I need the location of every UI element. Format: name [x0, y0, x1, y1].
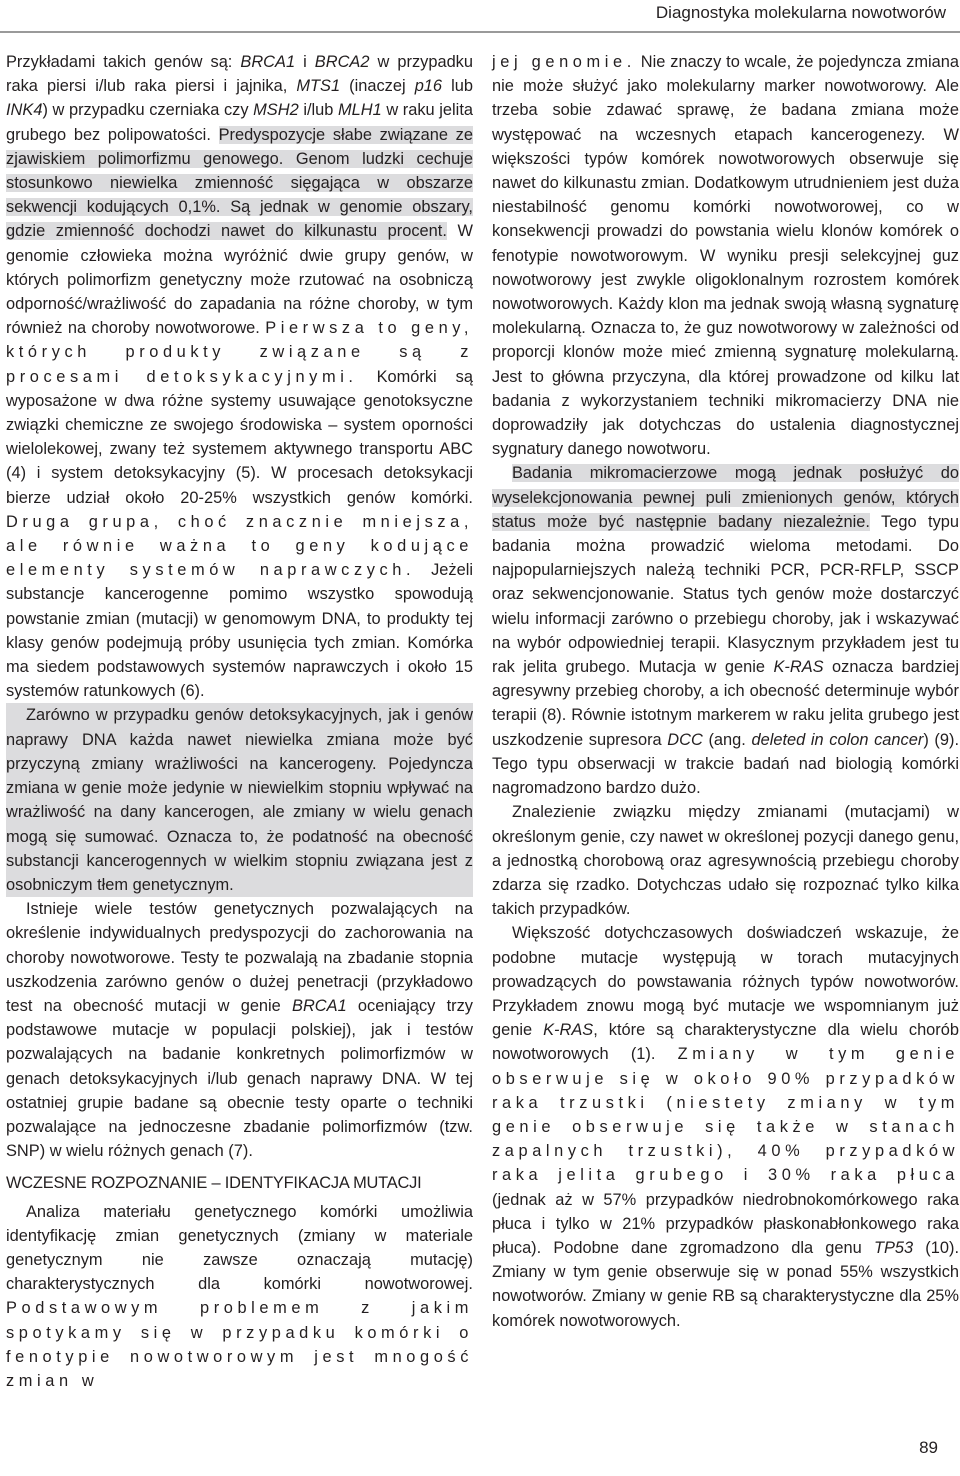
spaced-emphasis: Zmiany w tym genie obserwuje się w około 90% przypadków raka trzustki (niestety zmiany w tym genie obserwuje się także w stanach zapalnych trzustki), 40% przypadków raka jelita grubego i 30% raka płuca [492, 1045, 959, 1185]
highlighted-text: Predyspozycje słabe związane ze zjawiskiem polimorfizmu genowego. Genom ludzki cechuje stosunkowo niewielka zmienność sięgająca w obszarze sekwencji kodujących 0,1%. Są jednak w genomie obszary, gdzie zmienność dochodzi nawet do kilkunastu procent. [6, 125, 473, 241]
paragraph: Przykładami takich genów są: BRCA1 i BRCA2 w przypadku raka piersi i/lub raka piersi i jajnika, MTS1 (inaczej p16 lub INK4) w przypadku czerniaka czy MSH2 i/lub MLH1 w raku jelita grubego bez polipowatości. Predyspozycje słabe związane ze zjawiskiem polimorfizmu genowego. Genom ludzki cechuje stosunkowo niewielka zmienność sięgająca w obszarze sekwencji kodujących 0,1%. Są jednak w genomie obszary, gdzie zmienność dochodzi nawet do kilkunastu procent. W genomie człowieka można wyróżnić dwie grupy genów, w których polimorfizm genetyczny może rzutować na osobniczą odporność/wrażliwość do zapadania na różne choroby, w tym również na choroby nowotworowe. Pierwsza to geny, których produkty związane są z procesami detoksykacyjnymi. Komórki są wyposażone w dwa różne systemy usuwające genotoksyczne związki chemiczne ze swojego środowiska – system oporności wielolekowej, zwany też systemem aktywnego transportu ABC (4) i system detoksykacyjny (5). W procesach detoksykacji bierze udział około 20-25% wszystkich genów komórki. Druga grupa, choć znacznie mniejsza, ale równie ważna to geny kodujące elementy systemów naprawczych. Jeżeli substancje kancerogenne pomimo wszystko spowodują powstanie zmian (mutacji) w genomowym DNA, to produkty tej klasy genów podejmują próby usunięcia tych zmian. Komórka ma siedem podstawowych systemów naprawczych i około 15 systemów ratunkowych (6). [6, 53, 473, 701]
right-column [492, 50, 959, 1333]
paragraph: jej genomie. Nie znaczy to wcale, że pojedyncza zmiana nie może służyć jako molekularny marker nowotworowy. Ale trzeba sobie zdawać sprawę, że badana zmiana może występować na wczesnych etapach kancerogenezy. W większości typów komórek nowotworowych obserwuje się nawet do kilkunastu zmian. Dodatkowym utrudnieniem jest duża niestabilność genomu komórki nowotworowej, co w konsekwencji prowadzi do powstania wielu klonów komórek o fenotypie nowotworowym. W wyniku presji selekcyjnej guz nowotworowy jest zwykle oligoklonalnym rozrostem komórek nowotworowych. Każdy klon ma jednak swoją własną sygnaturę molekularną. Oznacza to, że guz nowotworowy w zależności od proporcji klonów może mieć zmienną sygnaturę molekularną. Jest to główna przyczyna, dla której prowadzone od kilku lat badania z wykorzystaniem techniki mikromacierzy DNA nie doprowadziły jak dotychczas do ustalenia diagnostycznej sygnatury danego nowotworu. [492, 53, 960, 459]
spaced-emphasis: Podstawowym problemem z jakim spotykamy się w przypadku komórki o fenotypie nowotworowym jest mnogość zmian w [6, 1299, 473, 1390]
highlighted-text: Badania mikromacierzowe mogą jednak posłużyć do wyselekcjonowania pewnej puli zmienionych genów, których status może być następnie badany niezależnie. [492, 464, 959, 531]
left-column [6, 50, 473, 1393]
header-rule [0, 31, 960, 33]
spaced-emphasis: Pierwsza to geny, których produkty związane są z procesami detoksykacyjnymi. [6, 319, 473, 386]
spaced-emphasis: Druga grupa, choć znacznie mniejsza, ale równie ważna to geny kodujące elementy systemów naprawczych. [6, 512, 473, 580]
paragraph: Badania mikromacierzowe mogą jednak posłużyć do wyselekcjonowania pewnej puli zmienionych genów, których status może być następnie badany niezależnie. Tego typu badania można prowadzić wieloma metodami. Do najpopularniejszych należą techniki PCR, PCR-RFLP, SSCP oraz sekwencjonowanie. Status tych genów może dostarczyć wielu informacji zarówno o przebiegu choroby, jak i wskazywać na wybór odpowiedniej terapii. Klasycznym przykładem jest tu rak jelita grubego. Mutacja w genie K-RAS oznacza bardziej agresywny przebieg choroby, a ich obecność determinuje wybór terapii (8). Równie istotnym markerem w raku jelita grubego jest uszkodzenie supresora DCC (ang. deleted in colon cancer) (9). Tego typu obserwacji w trakcie badań nad biologią komórki nagromadzono bardzo dużo. [492, 464, 959, 798]
paragraph: Istnieje wiele testów genetycznych pozwalających na określenie indywidualnych predyspozycji do zachorowania na choroby nowotworowe. Testy te pozwalają na zbadanie stopnia uszkodzenia zarówno genów o dużej penetracji (przykładowo test na obecność mutacji w genie BRCA1 oceniający trzy podstawowe mutacje w populacji polskiej), jak i testów pozwalających na badanie konkretnych polimorfizmów w genach detoksykacyjnych i/lub genach naprawy DNA. W tej ostatniej grupie badane są obecnie testy oparte o techniki pozwalające na jednoczesne zbadanie polimorfizmów (tzw. SNP) w wielu różnych genach (7). [6, 900, 473, 1161]
highlighted-paragraph: Zarówno w przypadku genów detoksykacyjnych, jak i genów naprawy DNA każda nawet niewielka zmiana może być przyczyną zmiany wrażliwości na kancerogeny. Pojedyncza zmiana w genie może jedynie w niewielkim stopniu wpływać na wrażliwość na dany kancerogen, ale zmiany w wielu genach mogą się sumować. Oznacza to, że podatność na obecność substancji kancerogennych w wielkim stopniu związana jest z osobniczym tłem genetycznym. [6, 703, 473, 897]
paragraph: Znalezienie związku między zmianami (mutacjami) w określonym genie, czy nawet w określonej pozycji danego genu, a jednostką chorobową oraz agresywnością przebiegu choroby zdarza się rzadko. Dotychczas udało się rozpoznać tylko kilka takich przypadków. [492, 803, 959, 919]
spaced-emphasis: jej genomie. [492, 53, 636, 71]
page-number: 89 [919, 1438, 938, 1457]
section-heading: WCZESNE ROZPOZNANIE – IDENTYFIKACJA MUTACJI [6, 1174, 422, 1193]
paragraph: Analiza materiału genetycznego komórki umożliwia identyfikację zmian genetycznych (zmiany w materiale genetycznym nie zawsze oznaczają mutację) charakterystycznych dla komórki nowotworowej. Podstawowym problemem z jakim spotykamy się w przypadku komórki o fenotypie nowotworowym jest mnogość zmian w [6, 1202, 473, 1390]
paragraph: Większość dotychczasowych doświadczeń wskazuje, że podobne mutacje występują w torach mutacyjnych prowadzących do powstawania różnych typów nowotworów. Przykładem znowu mogą być mutacje we wspomnianym już genie K-RAS, które są charakterystyczne dla wielu chorób nowotworowych (1). Zmiany w tym genie obserwuje się w około 90% przypadków raka trzustki (niestety zmiany w tym genie obserwuje się także w stanach zapalnych trzustki), 40% przypadków raka jelita grubego i 30% raka płuca (jednak aż w 57% przypadków niedrobnokomórkowego raka płuca i tylko w 21% przypadków płaskonabłonkowego raka płuca). Podobne dane zgromadzono dla genu TP53 (10). Zmiany w tym genie obserwuje się w ponad 55% wszystkich nowotworów. Zmiany w genie RB są charakterystyczne dla 25% komórek nowotworowych. [492, 924, 959, 1330]
running-title: Diagnostyka molekularna nowotworów [655, 3, 946, 22]
